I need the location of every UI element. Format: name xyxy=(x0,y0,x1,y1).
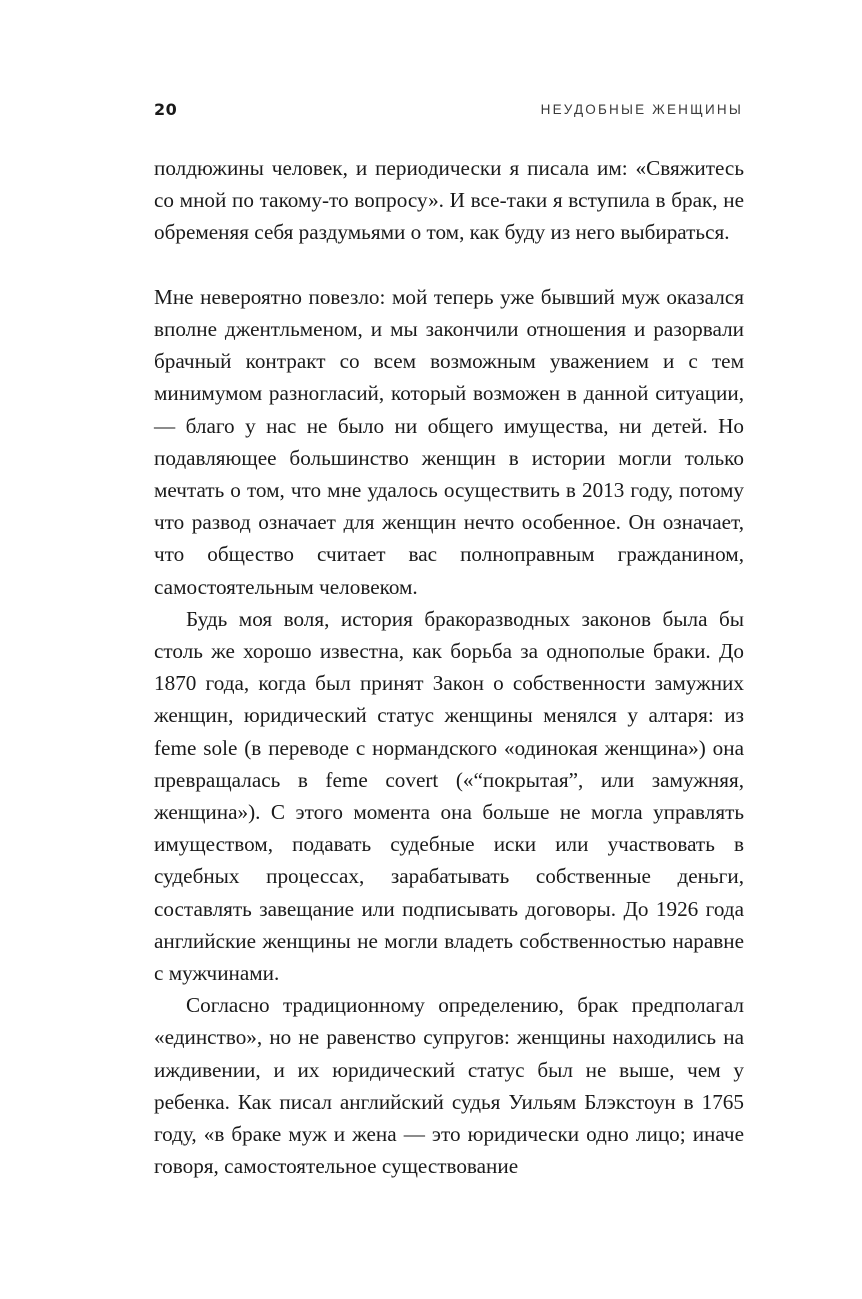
paragraph-2: Мне невероятно повезло: мой теперь уже бывший муж оказался вполне джентльменом, и мы закончили отношения и разорвали брачный контракт со всем возможным уважением и с тем минимумом разногласий, который возможен в данной ситуации, — благо у нас не было ни общего имущества, ни детей. Но подавляющее большинство женщин в истории могли только мечтать о том, что мне удалось осуществить в 2013 году, потому что развод означает для женщин нечто особенное. Он означает, что общество считает вас полноправным гражданином, самостоятельным человеком. xyxy=(154,284,744,599)
paragraph-4: Согласно традиционному определению, брак предполагал «единство», но не равенство супругов: женщины находились на иждивении, и их юридический статус был не выше, чем у ребенка. Как писал английский судья Уильям Блэкстоун в 1765 году, «в браке муж и жена — это юридически одно лицо; иначе говоря, самостоятельное существование xyxy=(154,993,744,1179)
body-text xyxy=(154,152,744,1182)
page-number: 20 xyxy=(154,100,178,119)
paragraph-3: Будь моя воля, история бракоразводных законов была бы столь же хорошо известна, как борьба за однополые браки. До 1870 года, когда был принят Закон о собственности замужних женщин, юридический статус женщины менялся у алтаря: из feme sole (в переводе с нормандского «одинокая женщина») она превращалась в feme covert («“покрытая”, или замужняя, женщина»). С этого момента она больше не могла управлять имуществом, подавать судебные иски или участвовать в судебных процессах, зарабатывать собственные деньги, составлять завещание или подписывать договоры. До 1926 года английские женщины не могли владеть собственностью наравне с мужчинами. xyxy=(154,606,744,986)
running-title: НЕУДОБНЫЕ ЖЕНЩИНЫ xyxy=(540,102,743,117)
paragraph-1: полдюжины человек, и периодически я писала им: «Свяжитесь со мной по такому-то вопросу». И все-таки я вступила в брак, не обременяя себя раздумьями о том, как буду из него выбираться. xyxy=(154,156,744,245)
